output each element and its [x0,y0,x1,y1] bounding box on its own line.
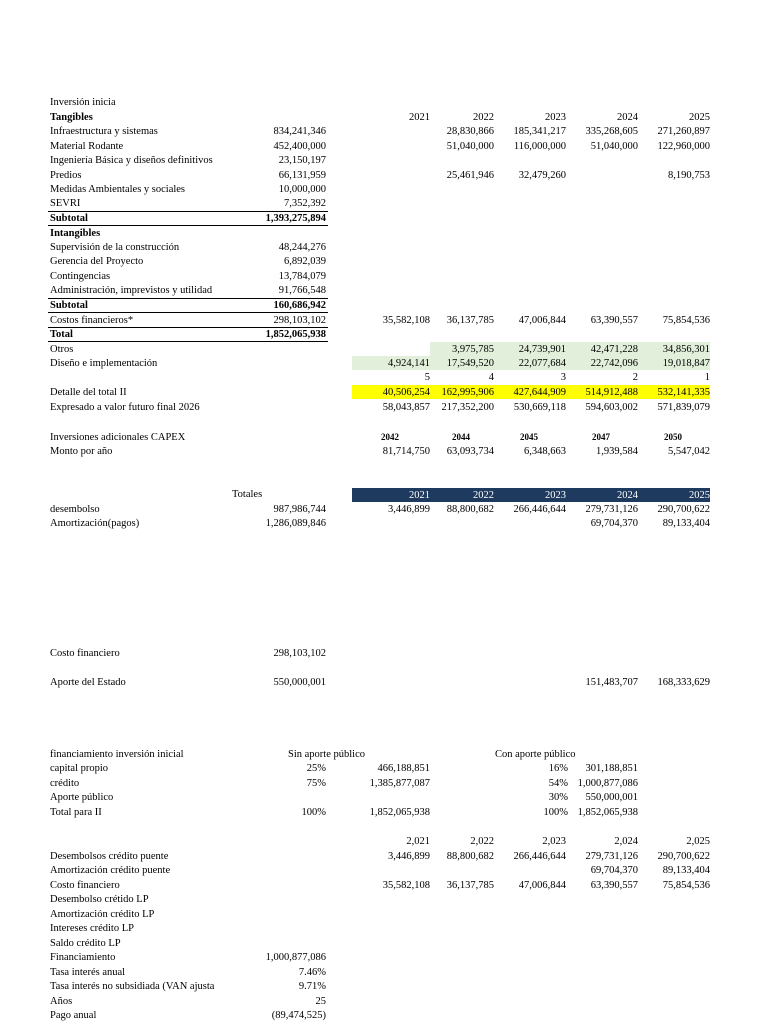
aporte-2025: 168,333,629 [657,677,710,688]
section-title: Inversión inicia [50,97,116,108]
row-label: Contingencias [50,271,111,282]
row-label: Costos financieros* [50,315,134,326]
row-total: 66,131,959 [278,170,326,181]
cell: 19,018,847 [662,358,710,369]
border-line [48,312,328,313]
row-label: Detalle del total II [50,387,127,398]
capex-year: 2042 [381,432,399,442]
cell: 279,731,126 [585,851,638,862]
cell: 3,975,785 [452,344,494,355]
aporte-2024: 151,483,707 [585,677,638,688]
year-header: 2022 [473,112,494,123]
row-label: Costo financiero [50,880,120,891]
row-label: Años [50,996,73,1007]
financiamiento-title: financiamiento inversión inicial [50,749,184,760]
year-header: 2023 [545,490,566,501]
row-label: Aporte público [50,792,114,803]
row-label: Total [50,329,73,340]
row-total: 987,986,744 [273,504,326,515]
cell: 335,268,605 [585,126,638,137]
cell: 75,854,536 [662,315,710,326]
row-total: 10,000,000 [278,184,326,195]
cell: 122,960,000 [657,141,710,152]
sin-pct: 75% [306,778,326,789]
row-label: Intereses crédito LP [50,923,134,934]
row-label: Amortización(pagos) [50,518,140,529]
cell: 4,924,141 [388,358,430,369]
row-total: 7,352,392 [284,198,326,209]
cell: 63,390,557 [590,880,638,891]
capex-value: 5,547,042 [668,446,710,457]
capex-value: 1,939,584 [596,446,638,457]
row-total: 23,150,197 [278,155,326,166]
con-pct: 54% [548,778,568,789]
border-line [48,225,328,226]
capex-value: 81,714,750 [382,446,430,457]
cell: 3,446,899 [388,851,430,862]
year-header: 2,021 [406,836,430,847]
row-label: Amortización crédito LP [50,909,155,920]
costo-financiero-value: 298,103,102 [273,648,326,659]
row-value: (89,474,525) [271,1010,326,1021]
cell: 5 [424,372,430,383]
sin-val: 1,852,065,938 [369,807,430,818]
sin-val: 466,188,851 [377,763,430,774]
row-label: Ingeniería Básica y diseños definitivos [50,155,213,166]
row-label: Tasa interés anual [50,967,126,978]
year-header: 2021 [409,112,430,123]
row-label: Infraestructura y sistemas [50,126,158,137]
cell: 75,854,536 [662,880,710,891]
year-header: 2021 [409,490,430,501]
capex-value: 6,348,663 [524,446,566,457]
row-label: Gerencia del Proyecto [50,256,144,267]
cell: 530,669,118 [513,402,566,413]
cell: 2 [632,372,638,383]
cell: 88,800,682 [446,504,494,515]
year-header: 2023 [545,112,566,123]
con-val: 1,852,065,938 [577,807,638,818]
cell: 22,742,096 [590,358,638,369]
year-header: 2,024 [614,836,638,847]
cell: 290,700,622 [657,851,710,862]
row-total: 91,766,548 [278,285,326,296]
cell: 24,739,901 [518,344,566,355]
row-label: Total para II [50,807,102,818]
row-value: 1,000,877,086 [265,952,326,963]
year-header: 2,025 [686,836,710,847]
con-val: 550,000,001 [585,792,638,803]
border-line [48,341,328,342]
row-label: Medidas Ambientales y sociales [50,184,186,195]
sin-aporte-header: Sin aporte público [288,749,365,760]
row-label: Supervisión de la construcción [50,242,180,253]
cell: 514,912,488 [585,387,638,398]
cell: 4 [488,372,494,383]
con-val: 301,188,851 [585,763,638,774]
capex-year: 2044 [452,432,470,442]
cell: 51,040,000 [446,141,494,152]
cell: 69,704,370 [590,518,638,529]
capex-amount-label: Monto por año [50,446,113,457]
cell: 40,506,254 [382,387,430,398]
row-label: Pago anual [50,1010,97,1021]
row-label: Expresado a valor futuro final 2026 [50,402,200,413]
row-total: 1,286,089,846 [265,518,326,529]
row-label: Financiamiento [50,952,116,963]
cell: 271,260,897 [657,126,710,137]
year-header: 2024 [617,112,638,123]
cell: 266,446,644 [513,851,566,862]
cell: 3 [560,372,566,383]
cell: 35,582,108 [382,880,430,891]
capex-year: 2045 [520,432,538,442]
year-header: 2024 [617,490,638,501]
cell: 532,141,335 [657,387,710,398]
con-aporte-header: Con aporte público [495,749,576,760]
cell: 3,446,899 [388,504,430,515]
cell: 162,995,906 [441,387,494,398]
capex-year: 2050 [664,432,682,442]
totales-header: Totales [232,489,263,500]
row-label: Tasa interés no subsidiada (VAN ajusta [50,981,215,992]
row-value: 7.46% [298,967,326,978]
costo-financiero-label: Costo financiero [50,648,120,659]
row-value: 9.71% [298,981,326,992]
cell: 571,839,079 [657,402,710,413]
cell: 25,461,946 [446,170,494,181]
row-total: 48,244,276 [278,242,326,253]
cell: 266,446,644 [513,504,566,515]
row-label: Administración, imprevistos y utilidad [50,285,213,296]
row-label: Tangibles [50,112,93,123]
cell: 217,352,200 [441,402,494,413]
cell: 51,040,000 [590,141,638,152]
cell: 290,700,622 [657,504,710,515]
cell: 69,704,370 [590,865,638,876]
row-label: Subtotal [50,213,88,224]
row-label: SEVRI [50,198,81,209]
cell: 42,471,228 [590,344,638,355]
cell: 185,341,217 [513,126,566,137]
cell: 36,137,785 [446,880,494,891]
sin-pct: 25% [306,763,326,774]
cell: 22,077,684 [518,358,566,369]
year-header: 2022 [473,490,494,501]
row-total: 1,852,065,938 [265,329,326,340]
year-header: 2,023 [542,836,566,847]
aporte-estado-value: 550,000,001 [273,677,326,688]
row-total: 13,784,079 [278,271,326,282]
cell: 427,644,909 [513,387,566,398]
row-value: 25 [315,996,326,1007]
row-total: 834,241,346 [273,126,326,137]
con-pct: 30% [548,792,568,803]
capex-value: 63,093,734 [446,446,494,457]
cell: 89,133,404 [662,865,710,876]
cell: 36,137,785 [446,315,494,326]
cell: 47,006,844 [518,315,566,326]
cell: 88,800,682 [446,851,494,862]
year-header: 2025 [689,112,710,123]
cell: 28,830,866 [446,126,494,137]
row-label: crédito [50,778,80,789]
row-label: capital propio [50,763,109,774]
cell: 34,856,301 [662,344,710,355]
row-label: Amortización crédito puente [50,865,171,876]
row-label: Material Rodante [50,141,124,152]
row-label: Otros [50,344,74,355]
cell: 1 [704,372,710,383]
row-label: Intangibles [50,228,101,239]
con-pct: 16% [548,763,568,774]
cell: 47,006,844 [518,880,566,891]
cell: 8,190,753 [668,170,710,181]
cell: 89,133,404 [662,518,710,529]
row-total: 1,393,275,894 [265,213,326,224]
capex-label: Inversiones adicionales CAPEX [50,432,186,443]
year-header: 2025 [689,490,710,501]
con-pct: 100% [543,807,568,818]
row-label: Diseño e implementación [50,358,158,369]
row-label: Predios [50,170,82,181]
cell: 32,479,260 [518,170,566,181]
row-total: 6,892,039 [284,256,326,267]
cell: 58,043,857 [382,402,430,413]
row-total: 452,400,000 [273,141,326,152]
cell: 279,731,126 [585,504,638,515]
row-label: Desembolsos crédito puente [50,851,169,862]
row-label: desembolso [50,504,100,515]
cell: 17,549,520 [446,358,494,369]
sin-pct: 100% [301,807,326,818]
row-label: Saldo crédito LP [50,938,121,949]
row-total: 160,686,942 [273,300,326,311]
sin-val: 1,385,877,087 [369,778,430,789]
row-label: Desembolso crétido LP [50,894,149,905]
cell: 116,000,000 [513,141,566,152]
cell: 594,603,002 [585,402,638,413]
cell: 35,582,108 [382,315,430,326]
row-label: Subtotal [50,300,88,311]
year-header: 2,022 [470,836,494,847]
capex-year: 2047 [592,432,610,442]
aporte-estado-label: Aporte del Estado [50,677,126,688]
con-val: 1,000,877,086 [577,778,638,789]
cell: 63,390,557 [590,315,638,326]
row-total: 298,103,102 [273,315,326,326]
